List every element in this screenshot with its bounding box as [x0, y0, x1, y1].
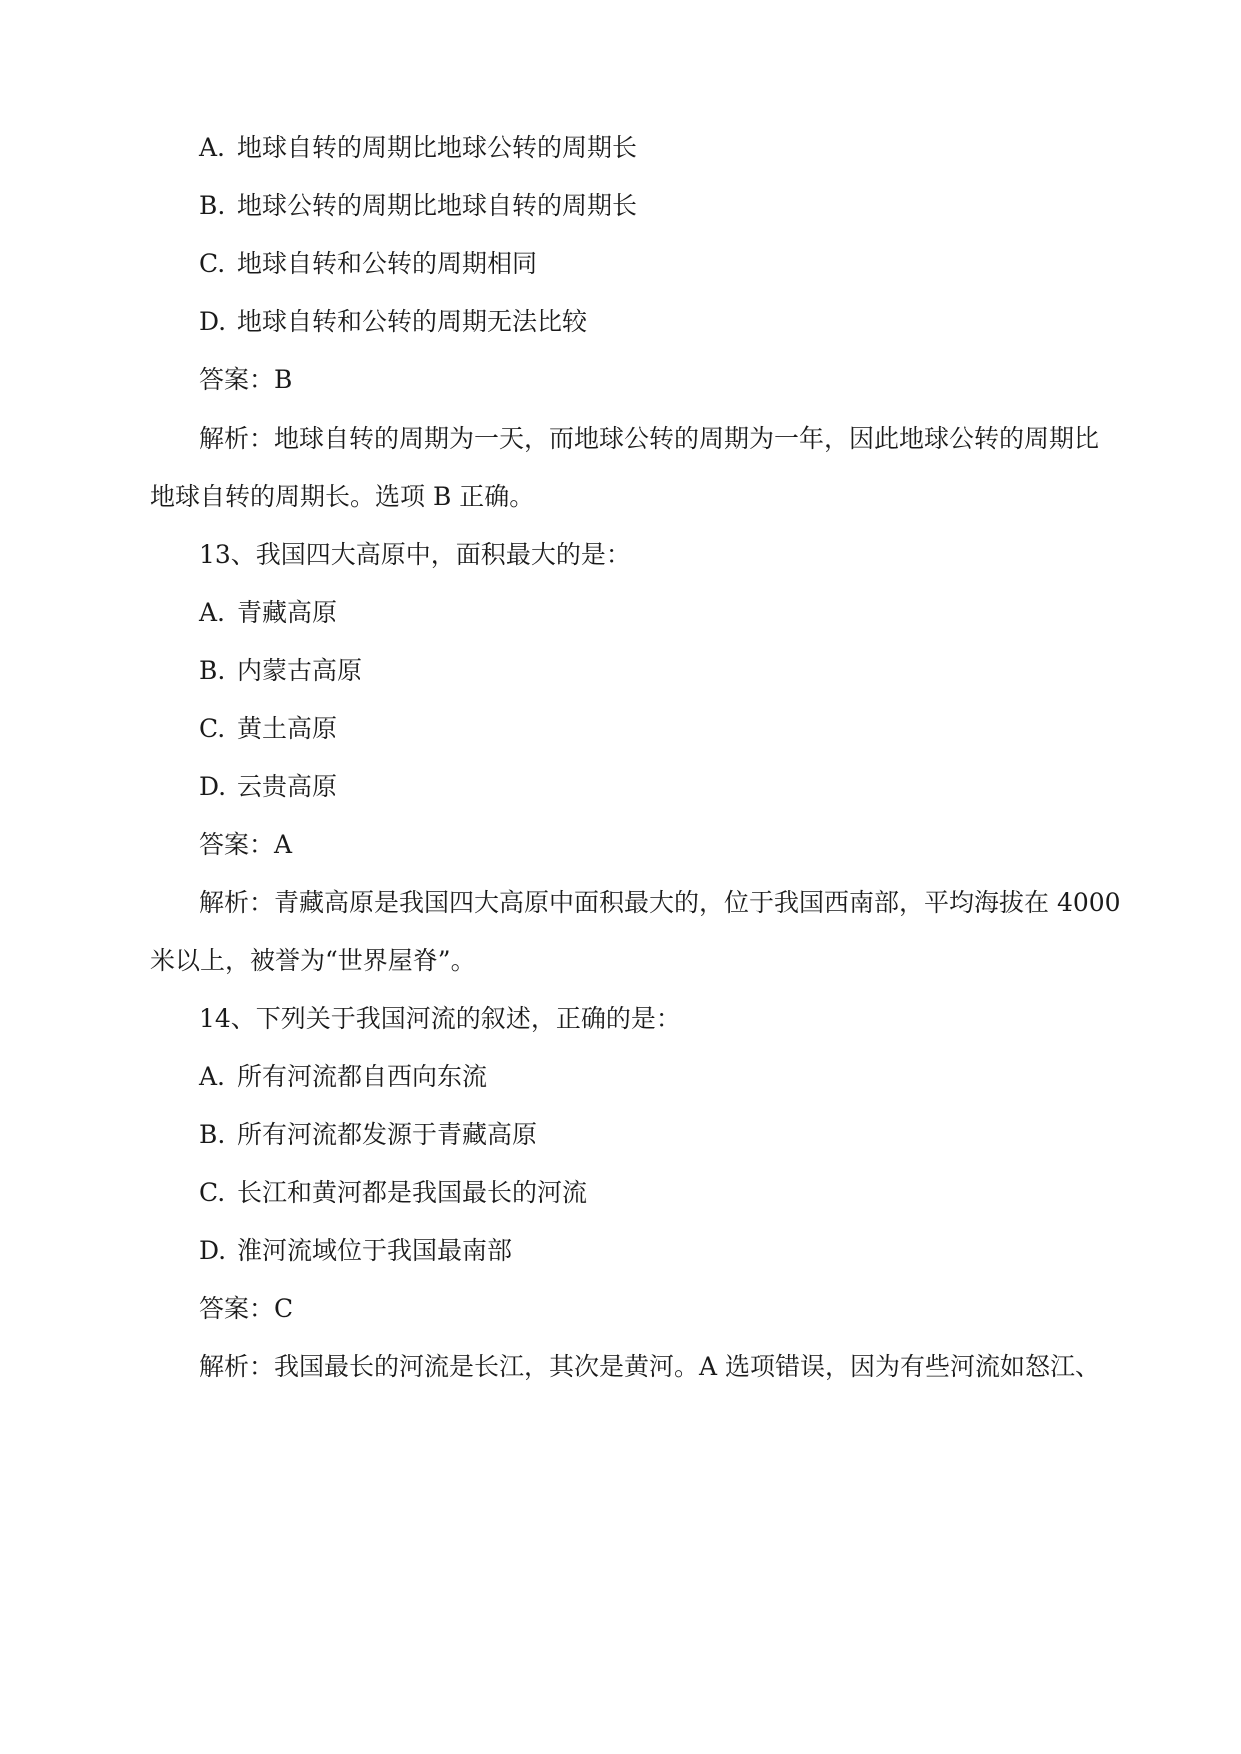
option-b: B. 内蒙古高原	[199, 656, 363, 685]
analysis-line: 地球自转的周期长。选项 B 正确。	[150, 482, 535, 511]
option-a: A. 青藏高原	[199, 598, 338, 627]
analysis-line: 解析：青藏高原是我国四大高原中面积最大的，位于我国西南部，平均海拔在 4000	[199, 888, 1121, 917]
option-a: A. 地球自转的周期比地球公转的周期长	[199, 133, 638, 162]
analysis-line: 米以上，被誉为“世界屋脊”。	[150, 946, 476, 975]
option-b: B. 地球公转的周期比地球自转的周期长	[199, 191, 638, 220]
analysis-line: 解析：我国最长的河流是长江，其次是黄河。A 选项错误，因为有些河流如怒江、	[199, 1352, 1101, 1381]
answer: 答案：B	[199, 365, 293, 394]
question-13: 13、我国四大高原中，面积最大的是：	[199, 540, 631, 569]
question-14: 14、下列关于我国河流的叙述，正确的是：	[199, 1004, 681, 1033]
option-a: A. 所有河流都自西向东流	[199, 1062, 488, 1091]
option-c: C. 长江和黄河都是我国最长的河流	[199, 1178, 588, 1207]
option-d: D. 淮河流域位于我国最南部	[199, 1236, 513, 1265]
option-d: D. 云贵高原	[199, 772, 338, 801]
option-b: B. 所有河流都发源于青藏高原	[199, 1120, 538, 1149]
analysis-line: 解析：地球自转的周期为一天，而地球公转的周期为一年，因此地球公转的周期比	[199, 424, 1100, 453]
option-c: C. 黄土高原	[199, 714, 338, 743]
answer: 答案：C	[199, 1294, 294, 1323]
option-c: C. 地球自转和公转的周期相同	[199, 249, 538, 278]
option-d: D. 地球自转和公转的周期无法比较	[199, 307, 588, 336]
answer: 答案：A	[199, 830, 293, 859]
